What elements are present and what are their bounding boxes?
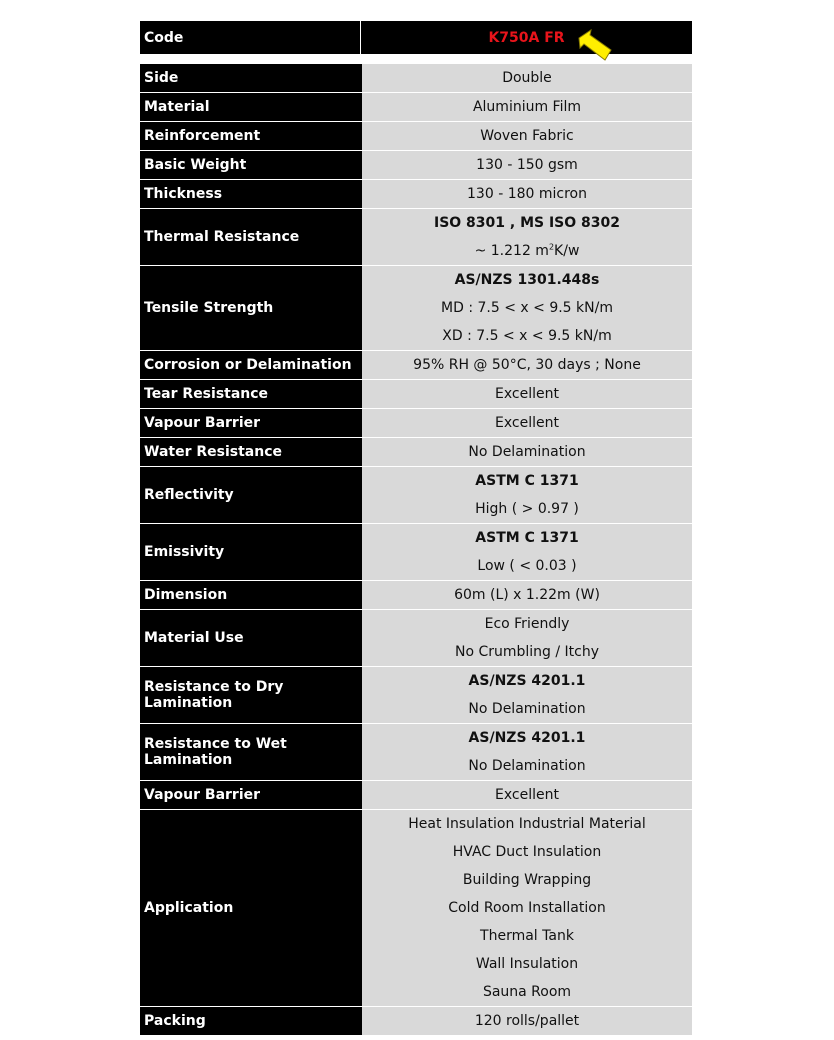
value-line: No Delamination (468, 701, 586, 717)
table-row (140, 351, 692, 380)
row-label: Application (140, 810, 362, 1007)
value-line: Wall Insulation (475, 956, 579, 972)
value-text: ~ 1.212 m (474, 243, 549, 259)
row-label: Reinforcement (140, 122, 362, 151)
row-label: Thickness (140, 180, 362, 209)
value-line: High ( > 0.97 ) (475, 501, 579, 517)
value-line: Building Wrapping (462, 872, 592, 888)
row-value (362, 524, 692, 581)
row-value (362, 409, 692, 438)
row-value (362, 209, 692, 266)
value-line: 60m (L) x 1.22m (W) (454, 587, 600, 603)
value-line: AS/NZS 4201.1 (468, 673, 586, 689)
row-label: Vapour Barrier (140, 781, 362, 810)
value-unit: K/w (554, 243, 580, 259)
row-label: Vapour Barrier (140, 409, 362, 438)
row-value (362, 467, 692, 524)
table-row (140, 438, 692, 467)
value-line: No Delamination (468, 758, 586, 774)
value-line: Excellent (495, 386, 559, 402)
value-line: 130 - 150 gsm (476, 157, 578, 173)
table-row (140, 667, 692, 724)
value-line: ASTM C 1371 (475, 530, 579, 546)
table-row (140, 209, 692, 266)
row-value (362, 380, 692, 409)
table-row (140, 524, 692, 581)
row-value (362, 180, 692, 209)
value-line: Thermal Tank (480, 928, 574, 944)
row-value (362, 810, 692, 1007)
row-label: Resistance to Dry Lamination (140, 667, 362, 724)
table-row (140, 180, 692, 209)
value-line: Low ( < 0.03 ) (477, 558, 577, 574)
table-row (140, 380, 692, 409)
value-line: Sauna Room (482, 984, 572, 1000)
value-line: HVAC Duct Insulation (452, 844, 602, 860)
value-line: 120 rolls/pallet (474, 1013, 580, 1029)
row-value (362, 438, 692, 467)
table-row (140, 610, 692, 667)
value-line: XD : 7.5 < x < 9.5 kN/m (442, 328, 612, 344)
row-label: Packing (140, 1007, 362, 1036)
table-row (140, 266, 692, 351)
value-line: Cold Room Installation (448, 900, 606, 916)
table-row (140, 122, 692, 151)
value-line (362, 237, 692, 265)
value-line: Excellent (495, 787, 559, 803)
row-value (362, 122, 692, 151)
row-value (362, 724, 692, 781)
row-value (362, 581, 692, 610)
row-value (362, 151, 692, 180)
value-line: Double (502, 70, 552, 86)
row-label: Tear Resistance (140, 380, 362, 409)
row-label: Emissivity (140, 524, 362, 581)
table-row (140, 93, 692, 122)
row-value (362, 1007, 692, 1036)
row-value (362, 93, 692, 122)
table-row (140, 409, 692, 438)
value-line: ASTM C 1371 (475, 473, 579, 489)
row-label: Side (140, 64, 362, 93)
value-line: Heat Insulation Industrial Material (408, 816, 646, 832)
value-line: Woven Fabric (480, 128, 574, 144)
table-row (140, 151, 692, 180)
value-line: No Crumbling / Itchy (454, 644, 600, 660)
value-line: ISO 8301 , MS ISO 8302 (433, 215, 621, 231)
value-line: MD : 7.5 < x < 9.5 kN/m (441, 300, 613, 316)
value-line: AS/NZS 1301.448s (454, 272, 600, 288)
row-label: Water Resistance (140, 438, 362, 467)
row-label: Corrosion or Delamination (140, 351, 362, 380)
row-value (362, 610, 692, 667)
row-label: Thermal Resistance (140, 209, 362, 266)
pointer-arrow-icon (577, 28, 613, 64)
table-row (140, 781, 692, 810)
row-label: Tensile Strength (140, 266, 362, 351)
row-label: Resistance to Wet Lamination (140, 724, 362, 781)
value-superscript: 2 (548, 242, 555, 252)
row-label: Material (140, 93, 362, 122)
value-line: 95% RH @ 50°C, 30 days ; None (413, 357, 641, 373)
value-line: AS/NZS 4201.1 (468, 730, 586, 746)
row-label: Reflectivity (140, 467, 362, 524)
value-line: Aluminium Film (472, 99, 582, 115)
table-row (140, 467, 692, 524)
value-line: Excellent (495, 415, 559, 431)
table-row (140, 581, 692, 610)
table-row (140, 64, 692, 93)
code-label: Code (140, 21, 361, 54)
value-line: No Delamination (468, 444, 586, 460)
row-value (362, 64, 692, 93)
row-value (362, 781, 692, 810)
table-row (140, 810, 692, 1007)
value-line: Eco Friendly (484, 616, 570, 632)
code-value: K750A FR (488, 29, 565, 46)
row-label: Material Use (140, 610, 362, 667)
row-label: Dimension (140, 581, 362, 610)
row-value (362, 351, 692, 380)
spec-table (140, 64, 692, 1036)
table-row (140, 1007, 692, 1036)
row-value (362, 667, 692, 724)
row-value (362, 266, 692, 351)
row-label: Basic Weight (140, 151, 362, 180)
value-line: 130 - 180 micron (467, 186, 587, 202)
table-row (140, 724, 692, 781)
